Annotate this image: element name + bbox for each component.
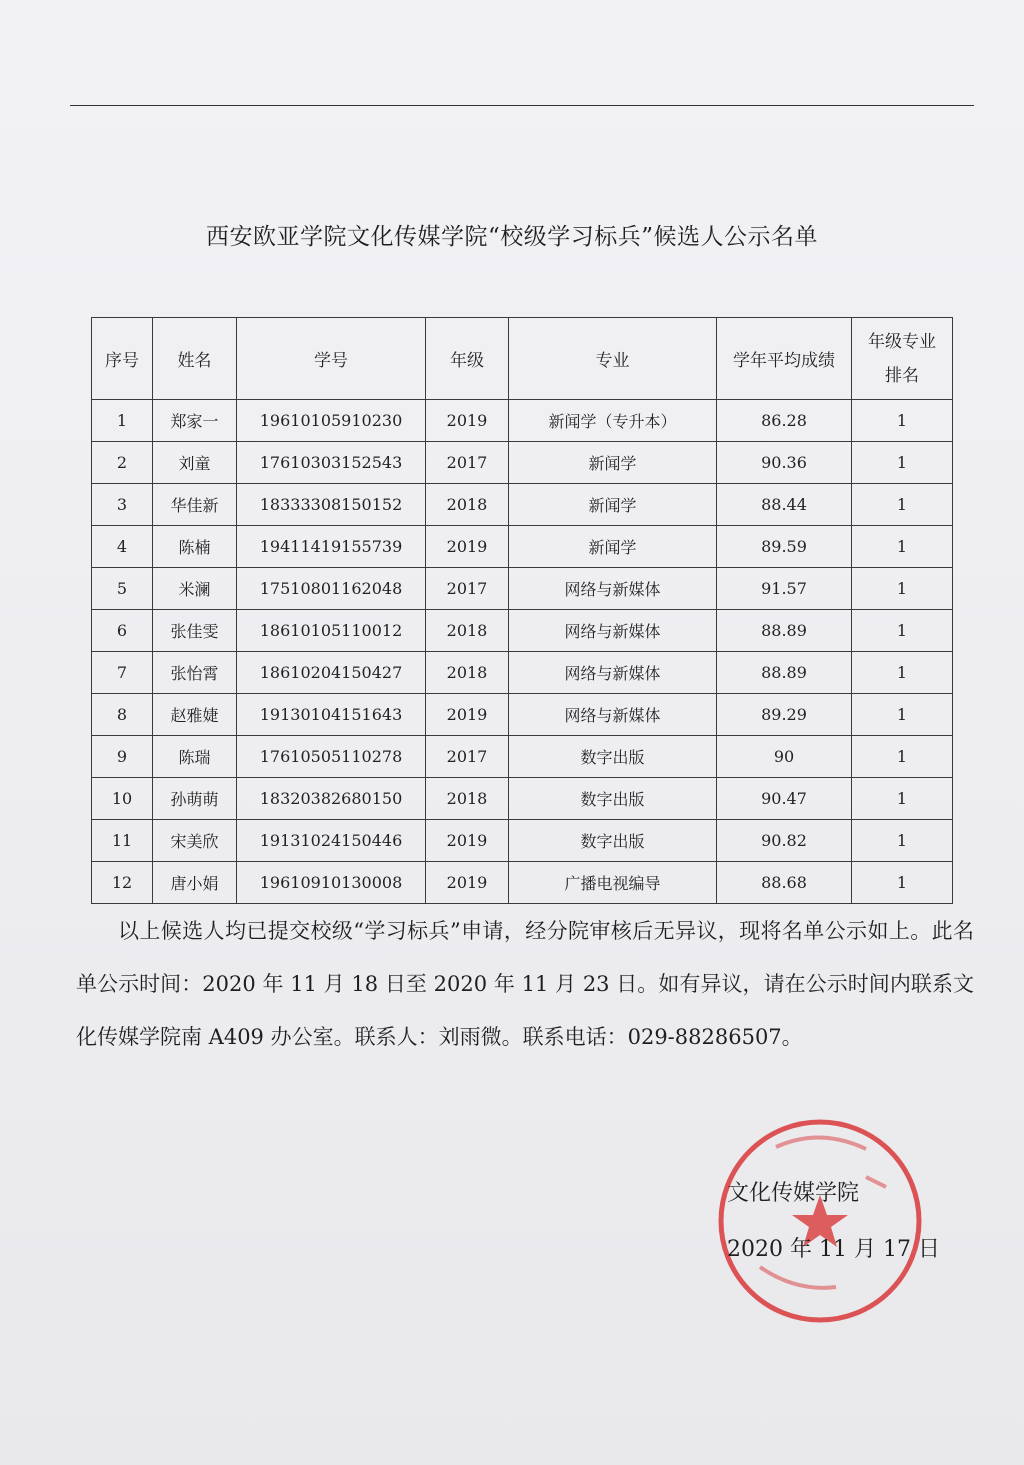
header-student-id: 学号 [237, 318, 426, 400]
cell-student-id: 19131024150446 [237, 820, 426, 862]
cell-score: 90 [717, 736, 852, 778]
page-title: 西安欧亚学院文化传媒学院“校级学习标兵”候选人公示名单 [205, 224, 819, 250]
header-major: 专业 [509, 318, 717, 400]
header-no: 序号 [92, 318, 153, 400]
header-score: 学年平均成绩 [717, 318, 852, 400]
cell-student-id: 18610204150427 [237, 652, 426, 694]
cell-no: 1 [92, 400, 153, 442]
cell-student-id: 19130104151643 [237, 694, 426, 736]
cell-grade: 2017 [426, 442, 509, 484]
cell-score: 86.28 [717, 400, 852, 442]
cell-major: 新闻学 [509, 442, 717, 484]
header-grade: 年级 [426, 318, 509, 400]
cell-grade: 2019 [426, 694, 509, 736]
cell-major: 新闻学（专升本） [509, 400, 717, 442]
cell-score: 90.82 [717, 820, 852, 862]
cell-major: 网络与新媒体 [509, 694, 717, 736]
cell-student-id: 17610303152543 [237, 442, 426, 484]
cell-student-id: 19610105910230 [237, 400, 426, 442]
cell-name: 郑家一 [153, 400, 237, 442]
cell-name: 米澜 [153, 568, 237, 610]
cell-no: 10 [92, 778, 153, 820]
cell-major: 数字出版 [509, 736, 717, 778]
cell-grade: 2018 [426, 652, 509, 694]
signature-date: 2020 年 11 月 17 日 [727, 1237, 940, 1262]
cell-grade: 2018 [426, 610, 509, 652]
header-name: 姓名 [153, 318, 237, 400]
table-row [92, 442, 953, 484]
cell-student-id: 19411419155739 [237, 526, 426, 568]
table-row [92, 610, 953, 652]
cell-rank: 1 [852, 694, 953, 736]
cell-grade: 2017 [426, 736, 509, 778]
table-body [92, 400, 953, 904]
cell-student-id: 18320382680150 [237, 778, 426, 820]
cell-name: 陈楠 [153, 526, 237, 568]
cell-grade: 2018 [426, 778, 509, 820]
cell-rank: 1 [852, 400, 953, 442]
cell-rank: 1 [852, 484, 953, 526]
cell-name: 唐小娟 [153, 862, 237, 904]
cell-score: 88.89 [717, 610, 852, 652]
cell-score: 88.68 [717, 862, 852, 904]
cell-grade: 2019 [426, 526, 509, 568]
cell-no: 8 [92, 694, 153, 736]
cell-rank: 1 [852, 652, 953, 694]
cell-rank: 1 [852, 736, 953, 778]
table-row [92, 736, 953, 778]
notice-paragraph: 以上候选人均已提交校级“学习标兵”申请，经分院审核后无异议，现将名单公示如上。此名单公示时间：2020 年 11 月 18 日至 2020 年 11 月 23 日。如有异议，请在公示时间内联系文化传媒学院南 A409 办公室。联系人：刘雨微。联系电话：029-88286507。 [76, 919, 974, 1049]
table-row [92, 652, 953, 694]
cell-no: 5 [92, 568, 153, 610]
cell-student-id: 19610910130008 [237, 862, 426, 904]
cell-grade: 2019 [426, 400, 509, 442]
cell-major: 新闻学 [509, 484, 717, 526]
table-header-row [92, 318, 953, 400]
candidate-table [91, 317, 953, 904]
cell-name: 陈瑞 [153, 736, 237, 778]
cell-name: 华佳新 [153, 484, 237, 526]
header-rule [70, 105, 974, 106]
cell-score: 89.29 [717, 694, 852, 736]
cell-name: 刘童 [153, 442, 237, 484]
cell-rank: 1 [852, 442, 953, 484]
header-rank-line-2: 排名 [885, 365, 919, 386]
cell-no: 3 [92, 484, 153, 526]
table-row [92, 694, 953, 736]
cell-name: 孙萌萌 [153, 778, 237, 820]
cell-rank: 1 [852, 610, 953, 652]
table-row [92, 862, 953, 904]
cell-major: 网络与新媒体 [509, 652, 717, 694]
cell-student-id: 18333308150152 [237, 484, 426, 526]
cell-grade: 2019 [426, 820, 509, 862]
cell-rank: 1 [852, 862, 953, 904]
cell-major: 网络与新媒体 [509, 568, 717, 610]
table-row [92, 400, 953, 442]
cell-no: 6 [92, 610, 153, 652]
cell-rank: 1 [852, 778, 953, 820]
cell-grade: 2017 [426, 568, 509, 610]
cell-no: 2 [92, 442, 153, 484]
header-rank-line-1: 年级专业 [868, 331, 936, 352]
cell-no: 9 [92, 736, 153, 778]
header-rank [852, 318, 953, 400]
cell-major: 数字出版 [509, 820, 717, 862]
cell-no: 12 [92, 862, 153, 904]
cell-score: 88.44 [717, 484, 852, 526]
cell-major: 网络与新媒体 [509, 610, 717, 652]
cell-rank: 1 [852, 526, 953, 568]
cell-major: 数字出版 [509, 778, 717, 820]
cell-name: 张佳雯 [153, 610, 237, 652]
cell-name: 赵雅婕 [153, 694, 237, 736]
cell-name: 张怡霄 [153, 652, 237, 694]
cell-student-id: 17610505110278 [237, 736, 426, 778]
cell-no: 11 [92, 820, 153, 862]
cell-score: 88.89 [717, 652, 852, 694]
cell-student-id: 17510801162048 [237, 568, 426, 610]
cell-grade: 2019 [426, 862, 509, 904]
cell-major: 新闻学 [509, 526, 717, 568]
cell-score: 90.47 [717, 778, 852, 820]
cell-no: 4 [92, 526, 153, 568]
cell-student-id: 18610105110012 [237, 610, 426, 652]
table-row [92, 484, 953, 526]
cell-name: 宋美欣 [153, 820, 237, 862]
cell-score: 91.57 [717, 568, 852, 610]
table-row [92, 778, 953, 820]
cell-rank: 1 [852, 820, 953, 862]
cell-major: 广播电视编导 [509, 862, 717, 904]
cell-grade: 2018 [426, 484, 509, 526]
notice-body [76, 905, 974, 1064]
cell-score: 89.59 [717, 526, 852, 568]
cell-no: 7 [92, 652, 153, 694]
signature-organization: 文化传媒学院 [727, 1181, 860, 1206]
table-row [92, 820, 953, 862]
official-seal [716, 1117, 924, 1325]
table-row [92, 568, 953, 610]
cell-rank: 1 [852, 568, 953, 610]
cell-score: 90.36 [717, 442, 852, 484]
table-row [92, 526, 953, 568]
